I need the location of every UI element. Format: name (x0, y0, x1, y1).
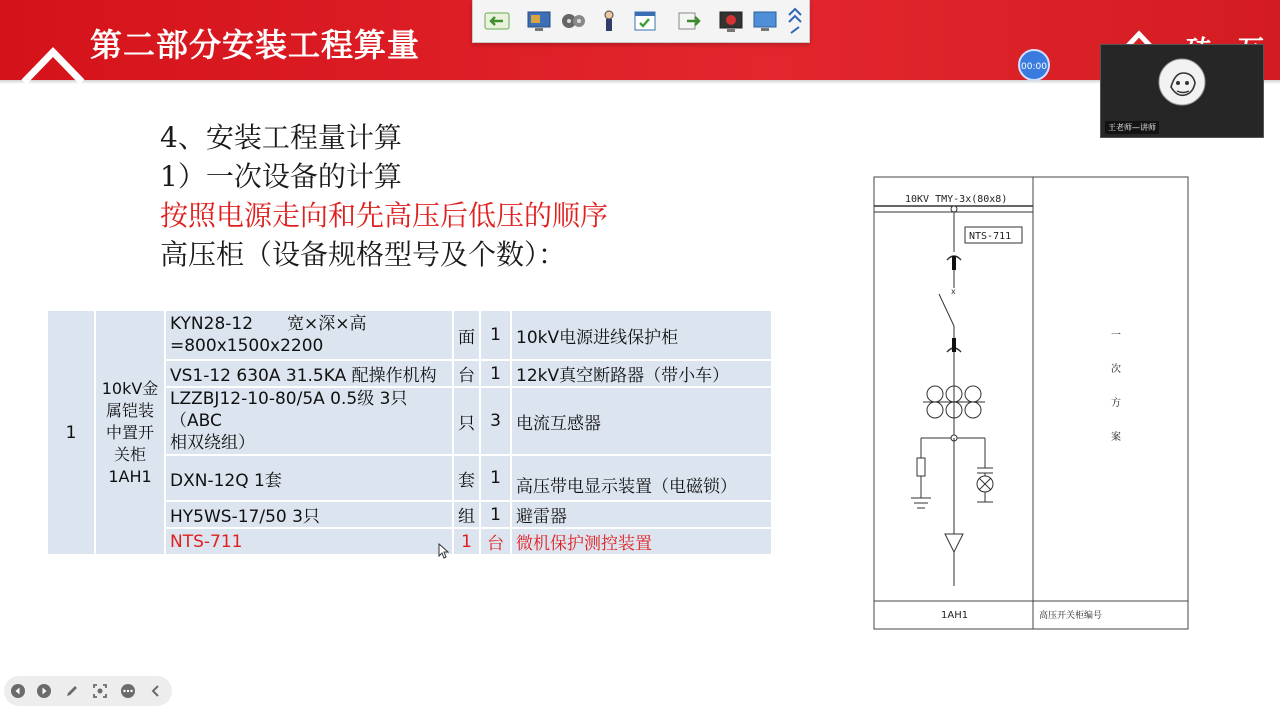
unit-cell: 组 (454, 502, 479, 527)
spec-cell: NTS-711 (166, 529, 452, 554)
qty-cell: 1 (481, 456, 510, 500)
toolbar-share-icon[interactable] (675, 9, 703, 33)
unit-cell: 1 (454, 529, 479, 554)
unit-cell: 面 (454, 311, 479, 359)
toolbar-return-icon[interactable] (483, 9, 511, 33)
subsection-heading: 1）一次设备的计算 (160, 160, 402, 193)
spec-line: KYN28-12 宽×深×高 (170, 314, 367, 334)
chevron-up-icon (20, 44, 86, 84)
bus-node (951, 206, 957, 212)
desc-cell: 12kV真空断路器（带小车） (512, 361, 771, 386)
avatar (1157, 57, 1207, 107)
qty-cell: 1 (481, 502, 510, 527)
table-row (48, 311, 771, 359)
previous-slide-icon[interactable] (10, 683, 26, 699)
slideshow-controls (4, 676, 172, 706)
scheme-char: 案 (1111, 432, 1121, 443)
cabinet-caption: 高压开关柜编号 (1039, 611, 1103, 621)
presenter-label: 王老师—讲师 (1105, 121, 1159, 134)
upper-contact-block (952, 256, 956, 270)
qty-cell: 3 (481, 388, 510, 454)
unit-cell: 台 (454, 361, 479, 386)
emphasis-line: 按照电源走向和先高压后低压的顺序 (160, 199, 609, 232)
group-line: 关柜 (113, 444, 146, 464)
scheme-char: 方 (1111, 398, 1121, 409)
toolbar-collapse-icon[interactable] (785, 3, 805, 39)
spec-line: 相双绕组） (170, 433, 255, 453)
toolbar-record-icon[interactable] (717, 9, 745, 33)
spec-cell: DXN-12Q 1套 (166, 456, 452, 500)
unit-cell: 套 (454, 456, 479, 500)
row-index: 1 (48, 311, 94, 554)
group-line: 属铠装 (105, 400, 154, 420)
more-options-icon[interactable] (120, 683, 136, 699)
lower-contact-block (952, 338, 956, 352)
section-heading: 4、安装工程量计算 (160, 121, 402, 154)
group-line: 中置开 (105, 422, 154, 442)
diagram-frame (874, 177, 1188, 629)
toolbar-slides-icon[interactable] (525, 9, 553, 33)
spec-line: LZZBJ12-10-80/5A 0.5级 3只（ABC (170, 389, 408, 431)
banner-shadow (0, 80, 1280, 84)
toolbar-checklist-icon[interactable] (631, 9, 659, 33)
scheme-char: 一 (1111, 330, 1121, 341)
breaker-mark: x (951, 287, 956, 296)
toolbar-monitor-icon[interactable] (751, 9, 779, 33)
toolbar-pointer-icon[interactable] (595, 9, 623, 33)
cabinet-heading: 高压柜（设备规格型号及个数）： (160, 238, 567, 271)
presentation-toolbar (472, 0, 810, 43)
pen-icon[interactable] (64, 683, 80, 699)
desc-cell: 微机保护测控装置 (512, 529, 771, 554)
cabinet-id: 1AH1 (941, 610, 969, 621)
bus-label: 10KV TMY-3x(80x8) (905, 194, 1008, 205)
toolbar-film-icon[interactable] (559, 9, 587, 33)
desc-cell: 10kV电源进线保护柜 (512, 311, 771, 359)
single-line-diagram (873, 176, 1189, 630)
qty-cell: 1 (481, 361, 510, 386)
group-line: 1AH1 (108, 466, 152, 486)
spec-line: =800x1500x2200 (170, 336, 324, 356)
spec-cell: VS1-12 630A 31.5KA 配操作机构 (166, 361, 452, 386)
scheme-char: 次 (1111, 364, 1121, 375)
desc-cell: 避雷器 (512, 502, 771, 527)
desc-cell: 电流互感器 (512, 388, 771, 454)
spec-cell (166, 311, 452, 359)
group-name (96, 311, 164, 554)
qty-cell: 1 (481, 311, 510, 359)
unit-cell: 只 (454, 388, 479, 454)
device-label: NTS-711 (969, 231, 1012, 242)
spec-cell: HY5WS-17/50 3只 (166, 502, 452, 527)
video-preview[interactable] (1100, 44, 1264, 138)
next-slide-icon[interactable] (36, 683, 52, 699)
mouse-cursor-icon (438, 543, 450, 559)
qty-cell: 台 (481, 529, 510, 554)
collapse-toolbar-icon[interactable] (148, 683, 164, 699)
surge-arrester (917, 458, 925, 476)
group-line: 10kV金 (101, 378, 159, 398)
spec-cell (166, 388, 452, 454)
timer-badge[interactable]: 00:00 (1018, 49, 1050, 81)
desc-cell: 高压带电显示装置（电磁锁） (512, 456, 771, 500)
equipment-table (46, 309, 773, 556)
page-title: 第二部分安装工程算量 (90, 26, 421, 64)
zoom-icon[interactable] (92, 683, 108, 699)
